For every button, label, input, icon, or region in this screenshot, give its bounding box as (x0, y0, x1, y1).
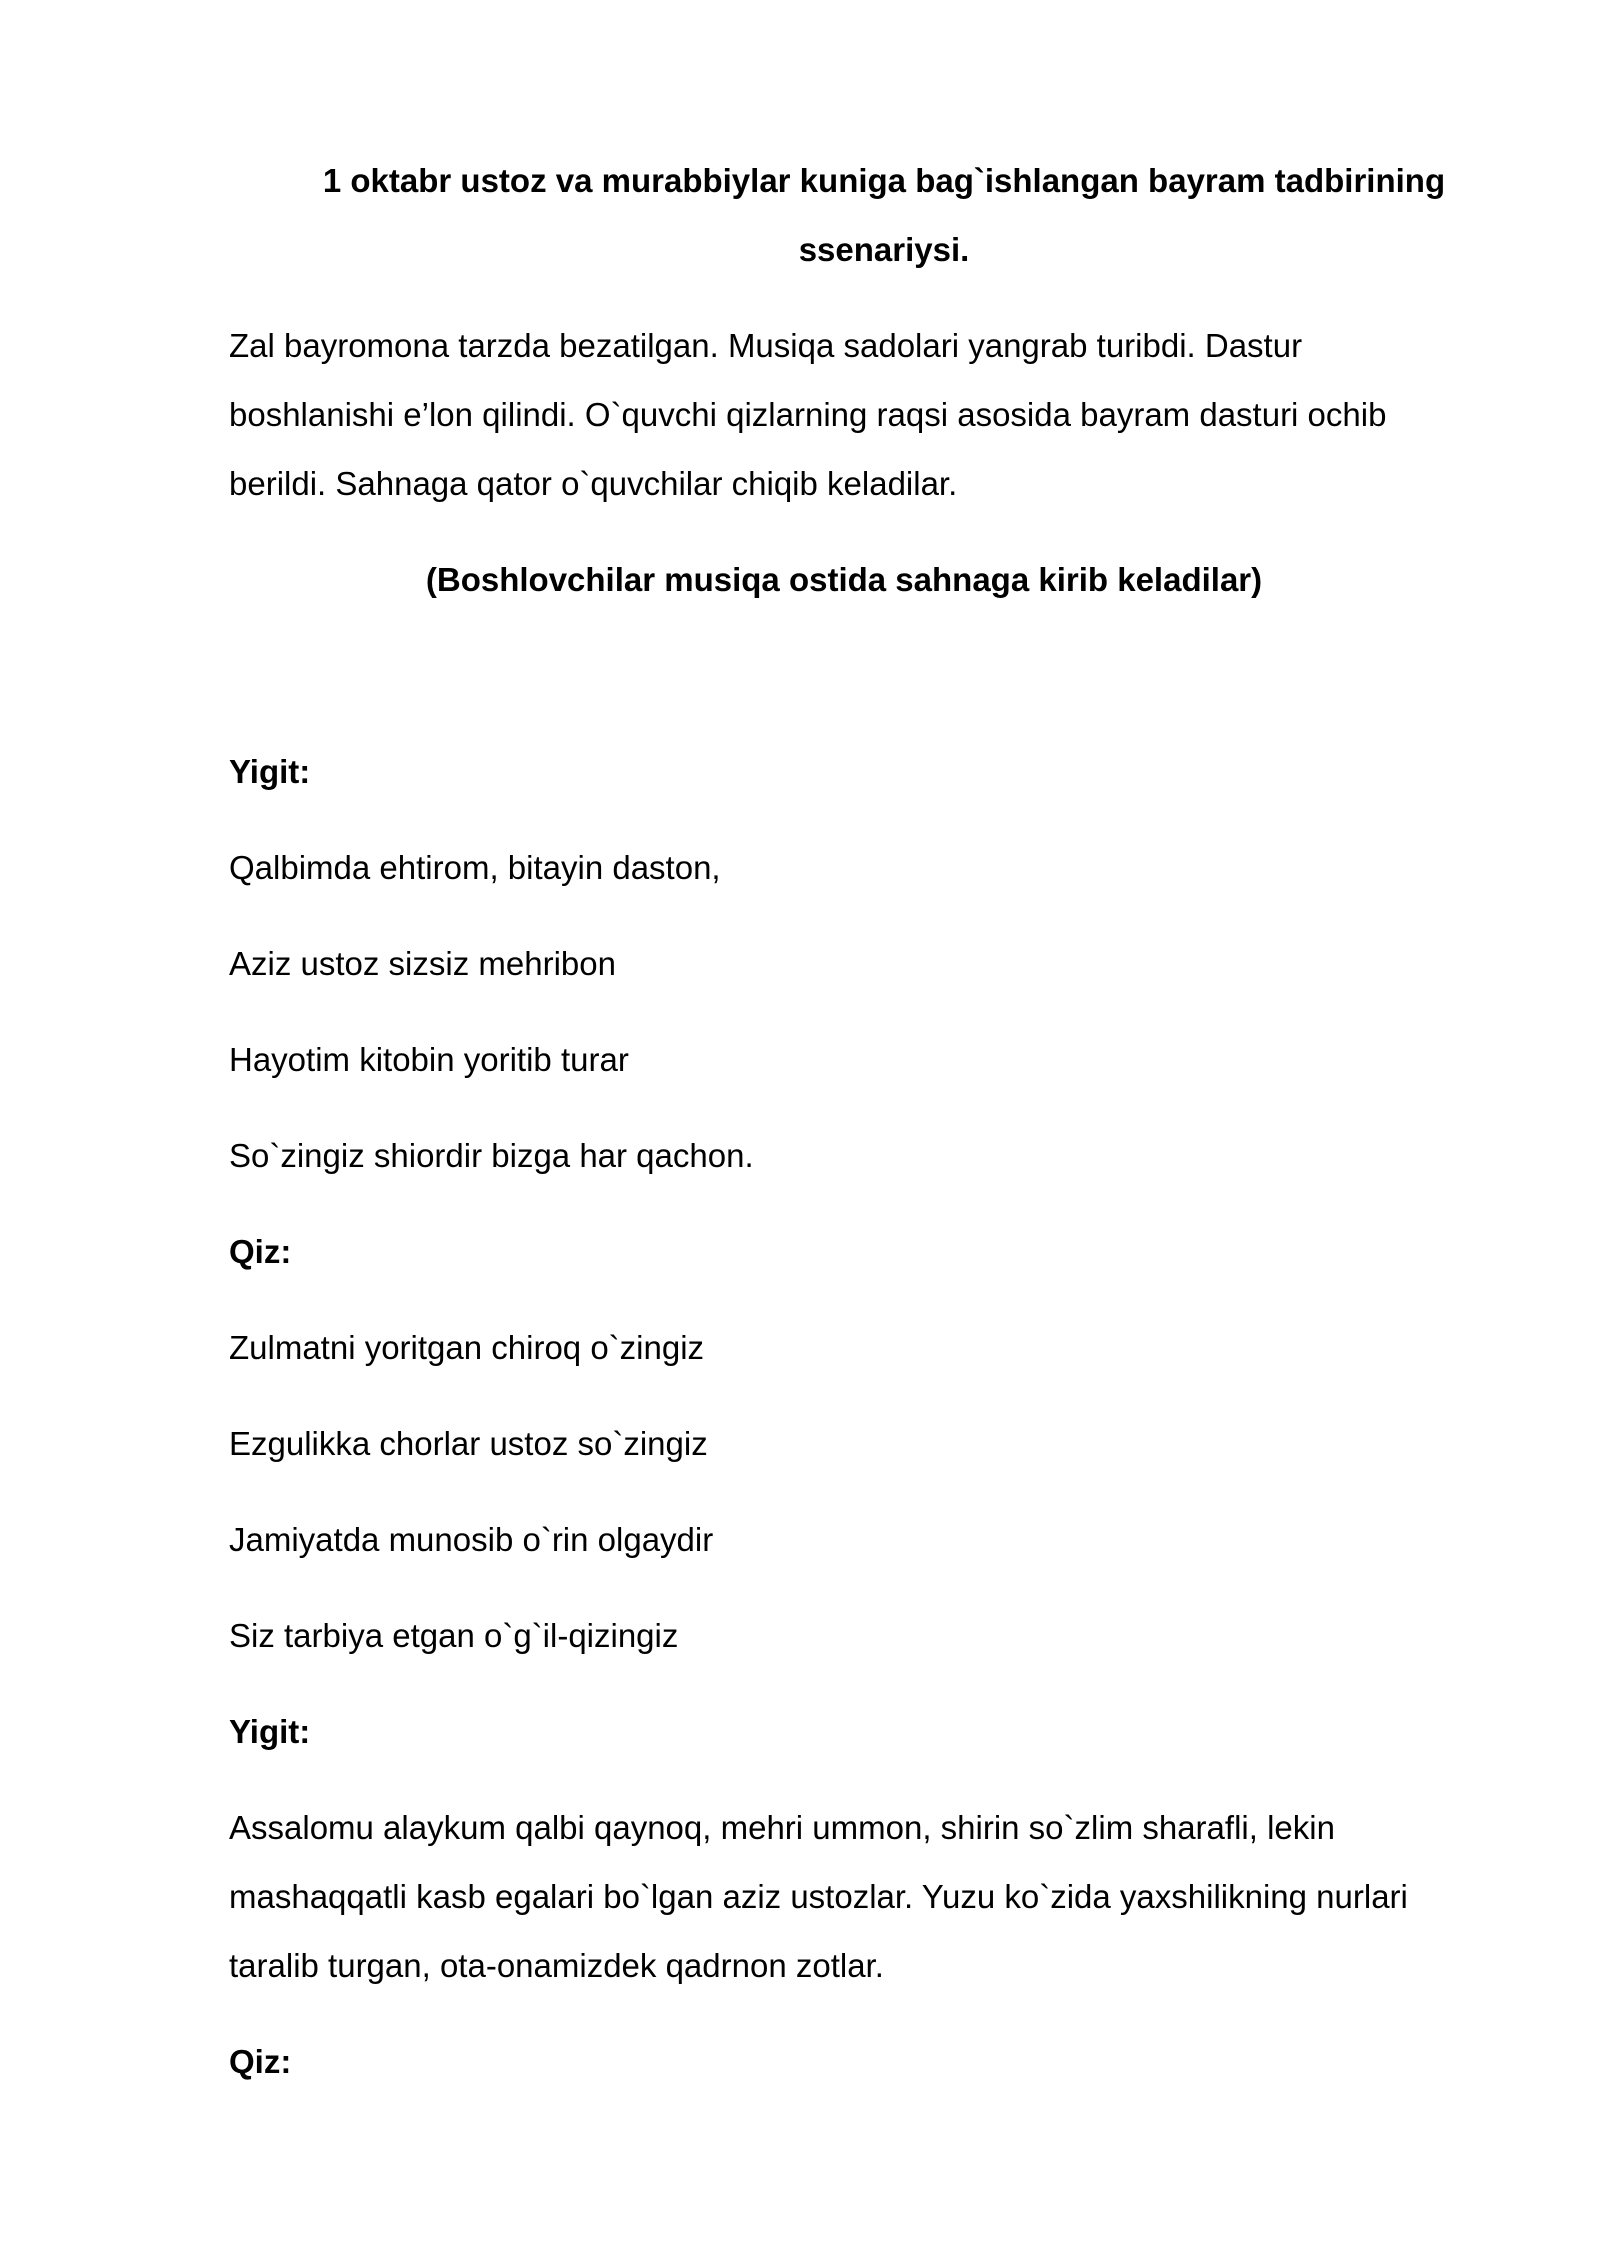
speaker-label: Qiz: (229, 1233, 292, 1270)
speaker-label: Yigit: (229, 1713, 311, 1750)
intro-paragraph: Zal bayromona tarzda bezatilgan. Musiqa sadolari yangrab turibdi. Dastur boshlanishi e’lon qilindi. O`quvchi qizlarning raqsi asosida bayram dasturi ochib berildi. Sahnaga qator o`quvchilar chiqib keladilar. (229, 327, 1387, 502)
verse-line: Zulmatni yoritgan chiroq o`zingiz (229, 1329, 705, 1366)
verse-line: So`zingiz shiordir bizga har qachon. (229, 1137, 754, 1174)
verse-line: Siz tarbiya etgan o`g`il-qizingiz (229, 1617, 679, 1654)
speaker-label: Qiz: (229, 2043, 292, 2080)
document-content (229, 146, 1459, 2096)
verse-line: Ezgulikka chorlar ustoz so`zingiz (229, 1425, 708, 1462)
speaker-label: Yigit: (229, 753, 311, 790)
document-title (229, 146, 1459, 284)
speech-paragraph: Assalomu alaykum qalbi qaynoq, mehri ummon, shirin so`zlim sharafli, lekin mashaqqatli kasb egalari bo`lgan aziz ustozlar. Yuzu ko`zida yaxshilikning nurlari taralib turgan, ota-onamizdek qadrnon zotlar. (229, 1809, 1408, 1984)
verse-line: Aziz ustoz sizsiz mehribon (229, 945, 616, 982)
title-line-2: ssenariysi. (798, 231, 970, 268)
title-line-1: 1 oktabr ustoz va murabbiylar kuniga bag`ishlangan bayram tadbirining (322, 162, 1446, 199)
verse-line: Qalbimda ehtirom, bitayin daston, (229, 849, 721, 886)
verse-line: Hayotim kitobin yoritib turar (229, 1041, 629, 1078)
verse-line: Jamiyatda munosib o`rin olgaydir (229, 1521, 714, 1558)
stage-direction: (Boshlovchilar musiqa ostida sahnaga kirib keladilar) (425, 561, 1263, 598)
